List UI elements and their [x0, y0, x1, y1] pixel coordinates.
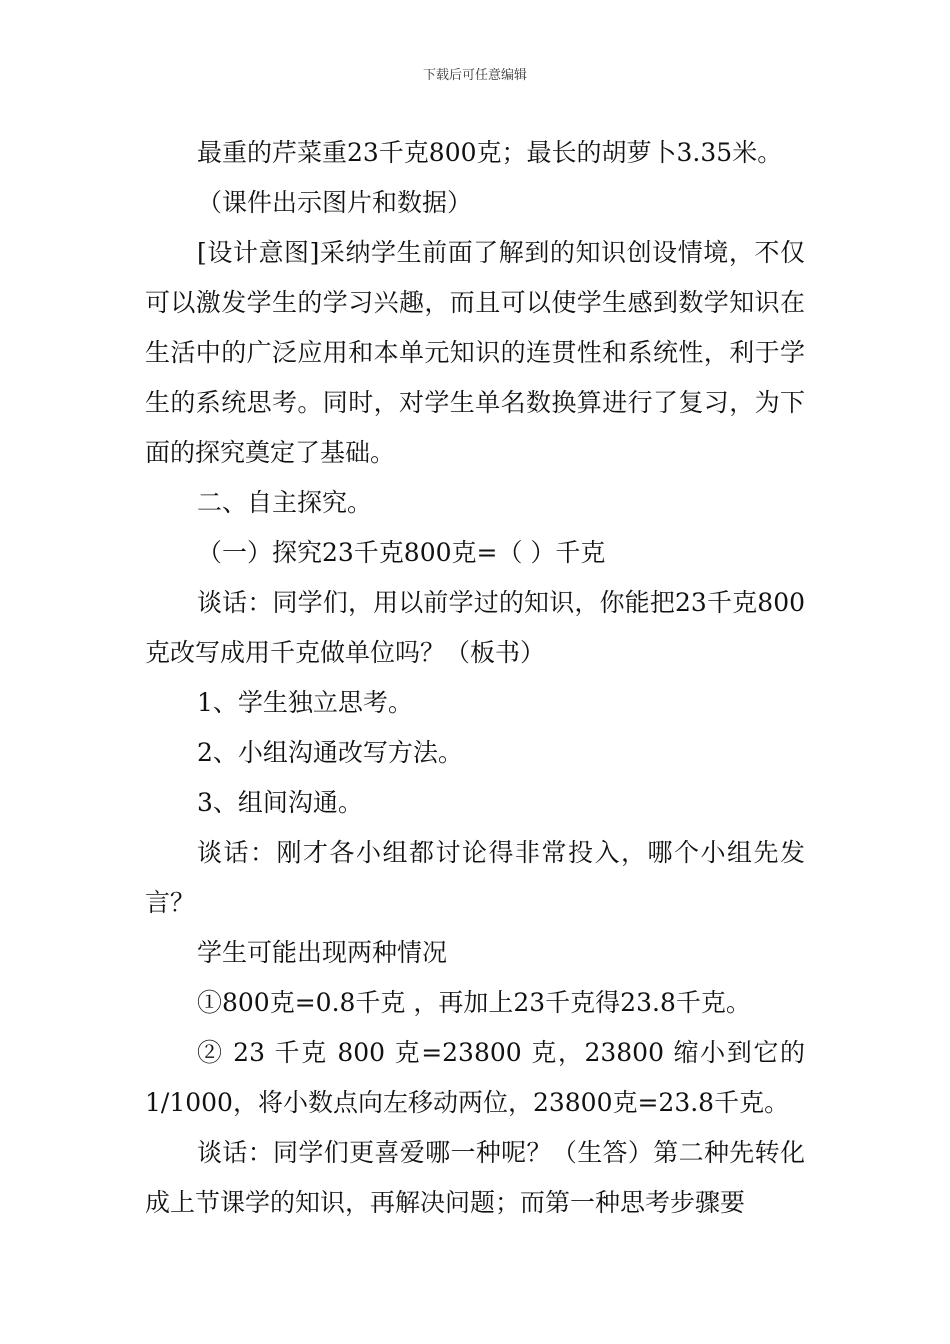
paragraph: ①800克=0.8千克 ，再加上23千克得23.8千克。 — [197, 988, 751, 1017]
list-item: 1、学生独立思考。 — [197, 688, 413, 717]
paragraph: ② 23 千克 800 克=23800 克，23800 缩小到它的1/1000，将小数点向左移动两位，23800克=23.8千克。 — [145, 1038, 805, 1117]
paragraph: 谈话：刚才各小组都讨论得非常投入，哪个小组先发言？ — [145, 838, 805, 917]
paragraph: 谈话：同学们，用以前学过的知识，你能把23千克800克改写成用千克做单位吗？（板书） — [145, 588, 805, 667]
document-body — [145, 128, 805, 1228]
list-item: 3、组间沟通。 — [197, 788, 363, 817]
section-heading: 二、自主探究。 — [197, 488, 373, 517]
paragraph: 谈话：同学们更喜爱哪一种呢？（生答）第二种先转化成上节课学的知识，再解决问题；而第一种思考步骤要 — [145, 1138, 805, 1217]
list-item: 2、小组沟通改写方法。 — [197, 738, 463, 767]
paragraph: 学生可能出现两种情况 — [197, 938, 448, 967]
paragraph: [设计意图]采纳学生前面了解到的知识创设情境，不仅可以激发学生的学习兴趣，而且可以使学生感到数学知识在生活中的广泛应用和本单元知识的连贯性和系统性，利于学生的系统思考。同时，对学生单名数换算进行了复习，为下面的探究奠定了基础。 — [145, 238, 805, 467]
subsection-heading: （一）探究23千克800克=（ ）千克 — [197, 538, 606, 567]
paragraph: 最重的芹菜重23千克800克；最长的胡萝卜3.35米。 — [197, 138, 783, 167]
page-header: 下载后可任意编辑 — [422, 68, 527, 83]
paragraph: （课件出示图片和数据） — [197, 188, 473, 217]
